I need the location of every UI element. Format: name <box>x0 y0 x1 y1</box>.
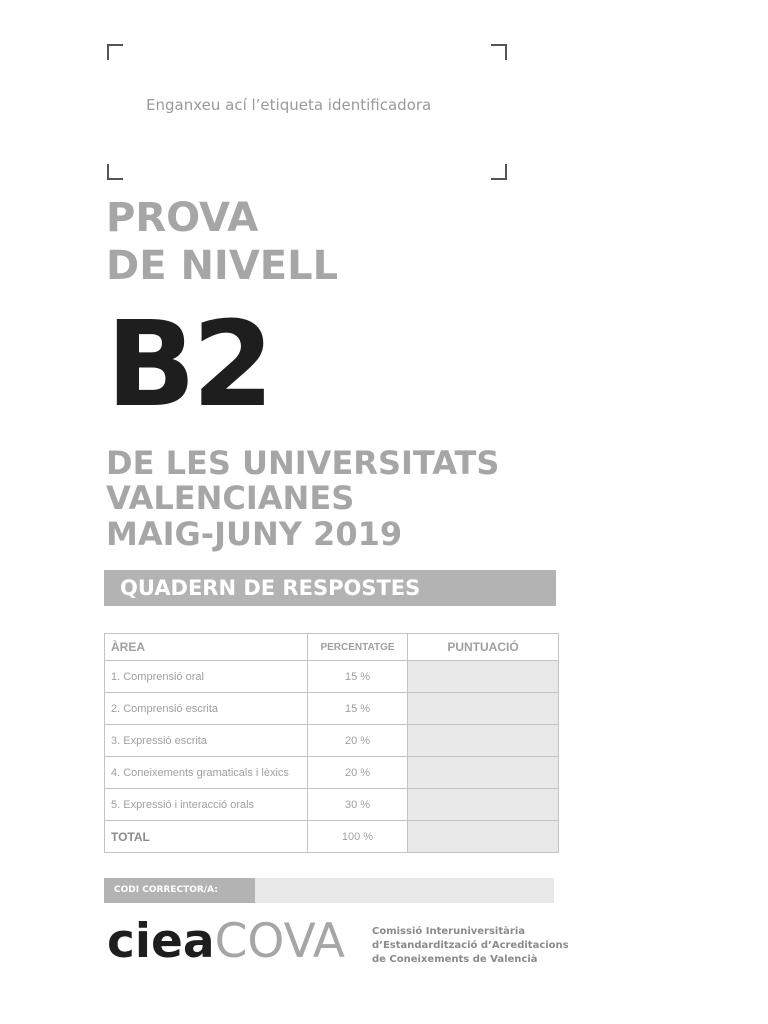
row-percentage: 20 % <box>308 725 408 757</box>
ciea-cova-logo <box>107 914 345 969</box>
organization-name <box>372 925 569 967</box>
table-row <box>105 693 559 725</box>
row-area: 1. Comprensió oral <box>105 661 308 693</box>
total-label: TOTAL <box>105 821 308 853</box>
table-row <box>105 725 559 757</box>
label-corner-bottom-right <box>491 164 507 180</box>
corrector-code-label: CODI CORRECTOR/A: <box>104 878 255 903</box>
org-line-2: d’Estandardització d’Acreditacions <box>372 940 569 951</box>
section-bar: QUADERN DE RESPOSTES <box>104 570 556 606</box>
subtitle-line-1: DE LES UNIVERSITATS <box>106 444 500 482</box>
org-line-3: de Coneixements de Valencià <box>372 954 538 965</box>
subtitle-line-3: MAIG-JUNY 2019 <box>106 515 403 553</box>
corrector-code-field[interactable] <box>104 878 554 903</box>
row-area: 5. Expressió i interacció orals <box>105 789 308 821</box>
logo-cova: COVA <box>214 914 345 969</box>
total-percentage: 100 % <box>308 821 408 853</box>
row-area: 3. Expressió escrita <box>105 725 308 757</box>
label-corner-top-right <box>491 44 507 60</box>
subtitle-line-2: VALENCIANES <box>106 479 355 517</box>
row-percentage: 15 % <box>308 693 408 725</box>
label-hint: Enganxeu ací l’etiqueta identificadora <box>146 96 432 114</box>
table-row <box>105 757 559 789</box>
row-area: 2. Comprensió escrita <box>105 693 308 725</box>
score-field[interactable] <box>408 757 559 789</box>
table-row <box>105 789 559 821</box>
header-score: PUNTUACIÓ <box>408 634 559 661</box>
title-line-1: PROVA <box>106 195 259 241</box>
label-corner-bottom-left <box>107 164 123 180</box>
row-percentage: 20 % <box>308 757 408 789</box>
score-field[interactable] <box>408 789 559 821</box>
header-percentage: PERCENTATGE <box>308 634 408 661</box>
org-line-1: Comissió Interuniversitària <box>372 926 525 937</box>
label-corner-top-left <box>107 44 123 60</box>
score-field[interactable] <box>408 661 559 693</box>
total-score-field[interactable] <box>408 821 559 853</box>
header-area: ÀREA <box>105 634 308 661</box>
score-table <box>104 633 559 853</box>
row-area: 4. Coneixements gramaticals i lèxics <box>105 757 308 789</box>
score-field[interactable] <box>408 725 559 757</box>
level-title: B2 <box>106 295 271 433</box>
table-row <box>105 661 559 693</box>
score-field[interactable] <box>408 693 559 725</box>
logo-ciea: ciea <box>107 914 215 969</box>
table-header-row <box>105 634 559 661</box>
title-line-2: DE NIVELL <box>106 243 339 289</box>
row-percentage: 30 % <box>308 789 408 821</box>
row-percentage: 15 % <box>308 661 408 693</box>
table-total-row <box>105 821 559 853</box>
